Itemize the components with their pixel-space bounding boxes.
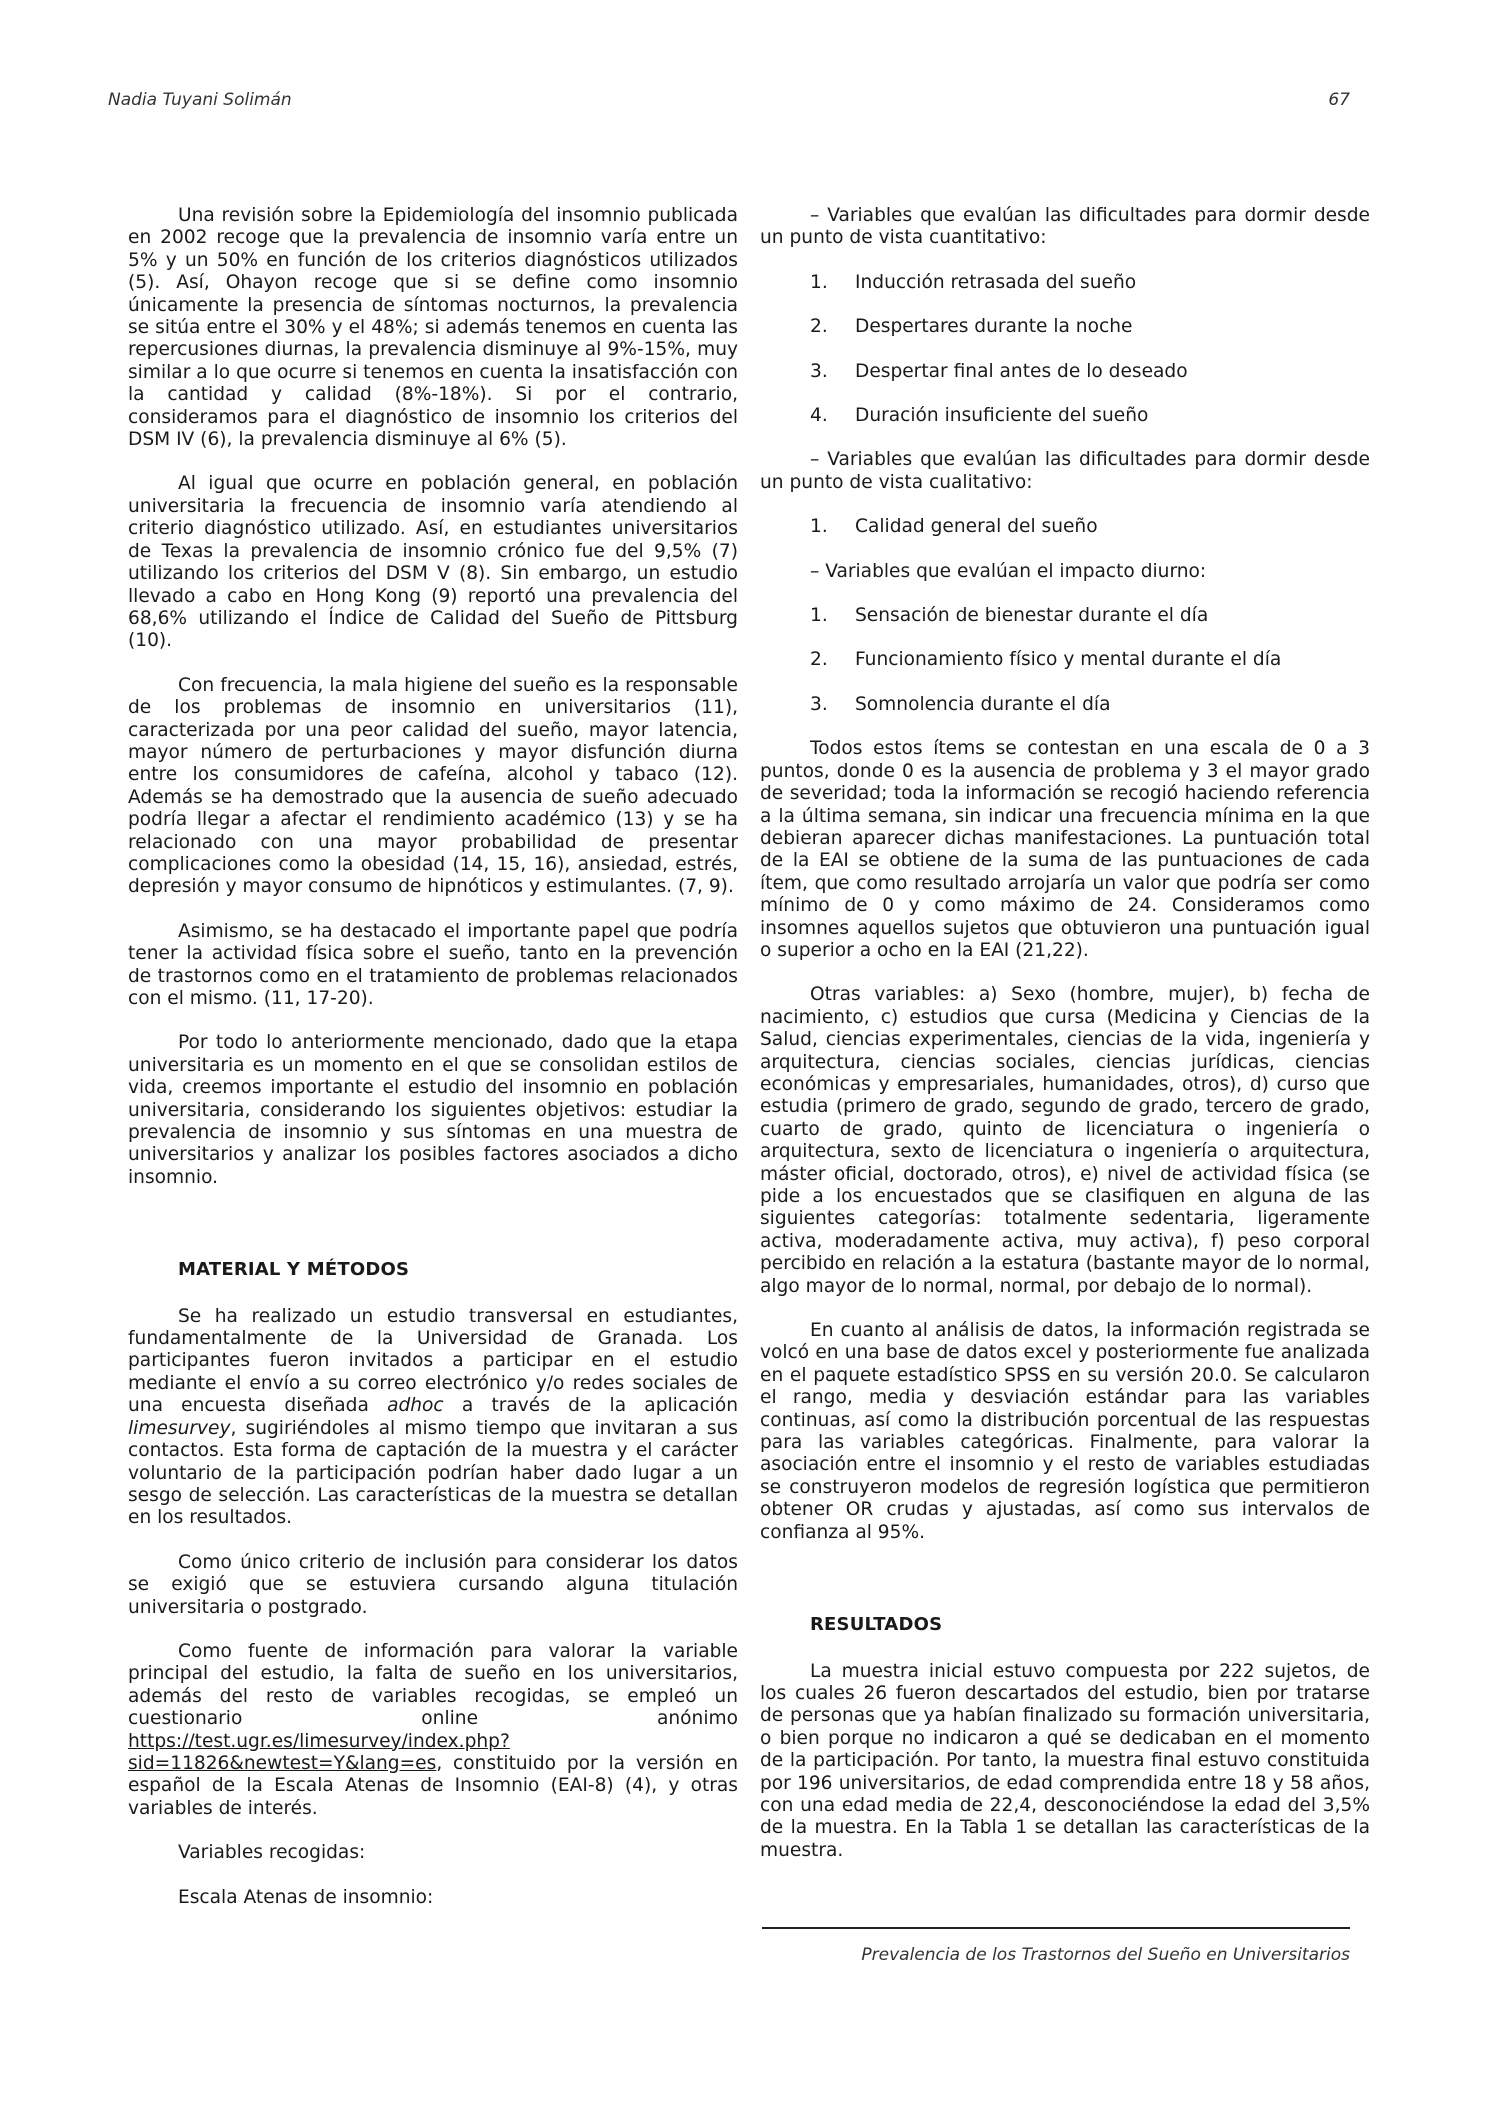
paragraph-objectives: Por todo lo anteriormente mencionado, dado que la etapa universitaria es un momento en el que se consolidan estilos de vida, creemos importante el estudio del insomnio en población universitaria, considerando los siguientes objetivos: estudiar la prevalencia de insomnio y sus síntomas en una muestra de universitarios y analizar los posibles factores asociados a dicho insomnio. — [128, 1032, 738, 1188]
paragraph-university-population: Al igual que ocurre en población general, en población universitaria la frecuencia de insomnio varía atendiendo al criterio diagnóstico utilizado. Así, en estudiantes universitarios de Texas la prevalencia de insomnio crónico fue del 9,5% (7) utilizando los criterios del DSM V (8). Sin embargo, un estudio llevado a cabo en Hong Kong (9) reportó una prevalencia del 68,6% utilizando el Índice de Calidad del Sueño de Pittsburg (10). — [128, 473, 738, 652]
paragraph-other-variables: Otras variables: a) Sexo (hombre, mujer), b) fecha de nacimiento, c) estudios que cursa (Medicina y Ciencias de la Salud, ciencias experimentales, ciencias de la vida, ingeniería y arquitectura, ciencias sociales, ciencias jurídicas, ciencias económicas y empresariales, humanidades, otros), d) curso que estudia (primero de grado, segundo de grado, tercero de grado, cuarto de grado, quinto de licenciatura o ingeniería o arquitectura, sexto de licenciatura o ingeniería o arquitectura, máster oficial, doctorado, otros), e) nivel de actividad física (se pide a los encuestados que se clasifiquen en alguna de las siguientes categorías: totalmente sedentaria, ligeramente activa, moderadamente activa, muy activa), f) peso corporal percibido en relación a la estatura (bastante mayor de lo normal, algo mayor de lo normal, normal, por debajo de lo normal). — [760, 984, 1370, 1297]
paragraph-epidemiology: Una revisión sobre la Epidemiología del insomnio publicada en 2002 recoge que la prevalencia de insomnio varía entre un 5% y un 50% en función de los criterios diagnósticos utilizados (5). Así, Ohayon recoge que si se define como insomnio únicamente la presencia de síntomas nocturnos, la prevalencia se sitúa entre el 30% y el 48%; si además tenemos en cuenta las repercusiones diurnas, la prevalencia disminuye al 9%-15%, muy similar a lo que ocurre si tenemos en cuenta la insatisfacción con la cantidad y calidad (8%-18%). Si por el contrario, consideramos para el diagnóstico de insomnio los criterios del DSM IV (6), la prevalencia disminuye al 6% (5). — [128, 205, 738, 451]
limesurvey-term: limesurvey — [128, 1417, 231, 1439]
list-item: 3. Despertar final antes de lo deseado — [810, 360, 1188, 382]
paragraph-inclusion-criteria: Como único criterio de inclusión para considerar los datos se exigió que se estuviera cursando alguna titulación universitaria o postgrado. — [128, 1551, 738, 1618]
paragraph-sleep-hygiene: Con frecuencia, la mala higiene del sueño es la responsable de los problemas de insomnio en universitarios (11), caracterizada por una peor calidad del sueño, mayor latencia, mayor número de perturbaciones y mayor disfunción diurna entre los consumidores de cafeína, alcohol y tabaco (12). Además se ha demostrado que la ausencia de sueño adecuado podría llegar a afectar el rendimiento académico (13) y se ha relacionado con una mayor probabilidad de presentar complicaciones como la obesidad (14, 15, 16), ansiedad, estrés, depresión y mayor consumo de hipnóticos y estimulantes. (7, 9). — [128, 674, 738, 898]
left-column — [128, 205, 738, 1931]
footer-divider — [762, 1927, 1350, 1929]
qualitative-variables-intro: – Variables que evalúan las dificultades para dormir desde un punto de vista cualitativo: — [760, 449, 1370, 493]
diurnal-variables-intro: – Variables que evalúan el impacto diurno: — [810, 560, 1207, 582]
section-heading-results: RESULTADOS — [810, 1614, 943, 1636]
paragraph-results-sample: La muestra inicial estuvo compuesta por 222 sujetos, de los cuales 26 fueron descartados del estudio, bien por tratarse de personas que ya habían finalizado su formación universitaria, o bien porque no indicaron a qué se dedicaban en el momento de la participación. Por tanto, la muestra final estuvo constituida por 196 universitarios, de edad comprendida entre 18 y 58 años, con una edad media de 22,4, desconociéndose la edad del 3,5% de la muestra. En la Tabla 1 se detallan las características de la muestra. — [760, 1660, 1370, 1861]
list-item: 4. Duración insuficiente del sueño — [810, 405, 1149, 427]
list-item: 3. Somnolencia durante el día — [810, 693, 1111, 715]
page-number: 67 — [1328, 90, 1350, 110]
paragraph-physical-activity: Asimismo, se ha destacado el importante papel que podría tener la actividad física sobre el sueño, tanto en la prevención de trastornos como en el tratamiento de problemas relacionados con el mismo. (11, 17-20). — [128, 920, 738, 1009]
list-item: 1. Sensación de bienestar durante el día — [810, 605, 1209, 627]
right-column — [760, 205, 1370, 1884]
paragraph-data-analysis: En cuanto al análisis de datos, la información registrada se volcó en una base de datos excel y posteriormente fue analizada en el paquete estadístico SPSS en su versión 20.0. Se calcularon el rango, media y desviación estándar para las variables continuas, así como la distribución porcentual de las respuestas para las variables categóricas. Finalmente, para valorar la asociación entre el insomnio y el resto de variables estudiadas se construyeron modelos de regresión logística que permitieron obtener OR crudas y ajustadas, así como sus intervalos de confianza al 95%. — [760, 1320, 1370, 1543]
paragraph-scale-scoring: Todos estos ítems se contestan en una escala de 0 a 3 puntos, donde 0 es la ausencia de problema y 3 el mayor grado de severidad; toda la información se recogió haciendo referencia a la última semana, sin indicar una frecuencia mínima en la que debieran aparecer dichas manifestaciones. La puntuación total de la EAI se obtiene de la suma de las puntuaciones de cada ítem, que como resultado arrojaría un valor que podría ser como mínimo de 0 y como máximo de 24. Consideramos como insomnes aquellos sujetos que obtuvieron una puntuación igual o superior a ocho en la EAI (21,22). — [760, 738, 1370, 961]
qualitative-items-list — [760, 516, 1370, 538]
adhoc-term: adhoc — [387, 1395, 444, 1417]
paragraph-athens-scale: Escala Atenas de insomnio: — [178, 1886, 434, 1908]
running-header-author: Nadia Tuyani Solimán — [108, 90, 292, 110]
list-item: 2. Despertares durante la noche — [810, 316, 1133, 338]
paragraph-variables-collected: Variables recogidas: — [178, 1842, 366, 1864]
quantitative-items-list — [760, 272, 1370, 428]
diurnal-items-list — [760, 605, 1370, 716]
quantitative-variables-intro: – Variables que evalúan las dificultades para dormir desde un punto de vista cuantitativo: — [760, 205, 1370, 249]
list-item: 1. Calidad general del sueño — [810, 516, 1098, 538]
list-item: 2. Funcionamiento físico y mental durante el día — [810, 649, 1282, 671]
list-item: 1. Inducción retrasada del sueño — [810, 271, 1137, 293]
paragraph-information-source: Como fuente de información para valorar la variable principal del estudio, la falta de sueño en los universitarios, además del resto de variables recogidas, se empleó un cuestionario online anónimo https://test.ugr.es/limesurvey/index.php?sid=11826&newtest=Y&lang=es, constituido por la versión en español de la Escala Atenas de Insomnio (EAI-8) (4), y otras variables de interés. — [128, 1640, 738, 1819]
paragraph-study-design: Se ha realizado un estudio transversal en estudiantes, fundamentalmente de la Universidad de Granada. Los participantes fueron invitados a participar en el estudio mediante el envío a su correo electrónico y/o redes sociales de una encuesta diseñada adhoc a través de la aplicación limesurvey, sugiriéndoles al mismo tiempo que invitaran a sus contactos. Esta forma de captación de la muestra y el carácter voluntario de la participación podrían haber dado lugar a un sesgo de selección. Las características de la muestra se detallan en los resultados. — [128, 1305, 739, 1529]
running-footer-title: Prevalencia de los Trastornos del Sueño en Universitarios — [861, 1945, 1350, 1965]
section-heading-methods: MATERIAL Y MÉTODOS — [178, 1259, 410, 1281]
survey-url-link[interactable]: https://test.ugr.es/limesurvey/index.php?sid=11826&newtest=Y&lang=es — [128, 1730, 510, 1774]
